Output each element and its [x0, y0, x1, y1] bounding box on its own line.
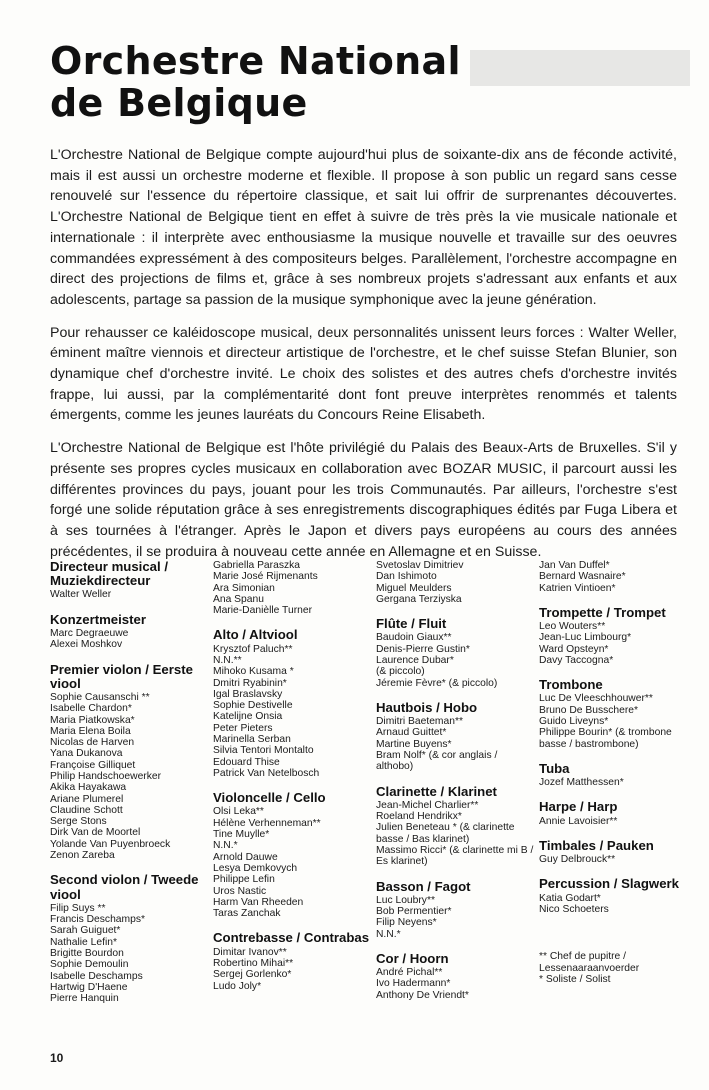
member-name: Hartwig D'Haene	[50, 981, 128, 993]
member-name: Akika Hayakawa	[50, 782, 127, 794]
member-name: Yana Dukanova	[50, 748, 123, 760]
section-timbales	[539, 839, 699, 866]
member-name: Arnold Dauwe	[213, 851, 278, 863]
faded-background-box	[470, 50, 690, 86]
member-name: Sarah Guiguet*	[50, 925, 121, 937]
section-heading: Tuba	[539, 760, 570, 776]
member-name: Sophie Causanschi **	[50, 691, 150, 703]
member-name: Igal Braslavsky	[213, 688, 283, 700]
member-name: Walter Weller	[50, 589, 112, 601]
section-heading: Timbales / Pauken	[539, 837, 654, 853]
footnote: * Soliste / Solist	[539, 973, 611, 985]
member-name: Philip Handschoewerker	[50, 770, 162, 782]
section-directeur-musical	[50, 560, 210, 601]
member-name: N.N.**	[213, 654, 242, 666]
section-heading: Directeur musical / Muziekdirecteur	[50, 559, 169, 589]
member-name: Davy Taccogna*	[539, 654, 614, 666]
footnote: ** Chef de pupitre / Lessenaaraanvoerder	[539, 951, 640, 974]
member-name: Anthony De Vriendt*	[376, 989, 469, 1001]
title-line-2: de Belgique	[50, 81, 308, 125]
roster-column-4	[539, 560, 699, 985]
section-clarinette	[376, 785, 536, 868]
section-second-violon	[50, 873, 210, 1004]
member-name: Mihoko Kusama *	[213, 666, 294, 678]
member-name: Dmitri Ryabinin*	[213, 677, 287, 689]
section-heading: Clarinette / Klarinet	[376, 783, 497, 799]
section-heading: Cor / Hoorn	[376, 950, 449, 966]
paragraph-3: L'Orchestre National de Belgique est l'hôte privilégié du Palais des Beaux-Arts de Bruxelles. S'il y présente ses propres cycles musicaux en collaboration avec BOZAR MUSIC, il parcourt aussi les différentes provinces du pays, jouant pour les trois Communautés. Par ailleurs, l'orchestre s'est forgé une solide réputation grâce à ses enregistrements discographiques édités par Fuga Libera et à ses tournées à l'étranger. Après le Japon et divers pays européens au cours des années précédentes, il se produira à nouveau cette année en Allemagne et en Suisse.	[50, 440, 677, 560]
section-heading: Second violon / Tweede viool	[50, 872, 199, 902]
member-name: Jean-Luc Limbourg*	[539, 632, 632, 644]
member-name: Denis-Pierre Gustin*	[376, 643, 470, 655]
member-name: Philippe Bourin* (& trombone basse / bastrombone)	[539, 727, 675, 750]
member-name: Ariane Plumerel	[50, 793, 124, 805]
member-name: Ivo Hadermann*	[376, 978, 451, 990]
member-name: Katrien Vintioen*	[539, 582, 616, 594]
intro-text	[50, 145, 677, 574]
footnotes	[539, 951, 699, 985]
member-name: Marc Degraeuwe	[50, 627, 129, 639]
member-name: Bram Nolf* (& cor anglais / althobo)	[376, 749, 501, 773]
section-continued	[539, 560, 699, 594]
member-name: Maria Elena Boila	[50, 725, 131, 737]
member-name: Laurence Dubar*	[376, 654, 454, 666]
roster-column-3	[376, 560, 536, 1013]
member-name: Sophie Demoulin	[50, 959, 129, 971]
member-name: Francis Deschamps*	[50, 914, 145, 926]
member-name: Guy Delbrouck**	[539, 854, 616, 866]
section-heading: Harpe / Harp	[539, 799, 618, 815]
section-violoncelle	[213, 791, 373, 919]
member-name: Taras Zanchak	[213, 908, 281, 920]
section-heading: Contrebasse / Contrabas	[213, 930, 370, 946]
member-name: Krysztof Paluch**	[213, 643, 293, 655]
member-name: Lesya Demkovych	[213, 862, 298, 874]
member-name: Bruno De Busschere*	[539, 704, 639, 716]
member-name: Jozef Matthessen*	[539, 777, 624, 789]
member-name: Olsi Leka**	[213, 806, 264, 818]
member-name: Roeland Hendrikx*	[376, 811, 462, 823]
section-flute	[376, 617, 536, 689]
roster-column-1	[50, 560, 210, 1016]
section-konzertmeister	[50, 613, 210, 651]
member-name: Robertino Mihai**	[213, 957, 294, 969]
member-name: Filip Neyens*	[376, 917, 437, 929]
section-tuba	[539, 762, 699, 789]
member-name: Brigitte Bourdon	[50, 947, 124, 959]
member-name: Patrick Van Netelbosch	[213, 767, 320, 779]
section-heading: Basson / Fagot	[376, 878, 471, 894]
member-name: Dimitri Baeteman**	[376, 716, 463, 728]
member-name: Ludo Joly*	[213, 980, 262, 992]
member-name: Luc Loubry**	[376, 894, 435, 906]
section-trompette	[539, 606, 699, 666]
member-name: Guido Liveyns*	[539, 716, 609, 728]
page-number: 10	[50, 1051, 64, 1065]
section-contrebasse	[213, 931, 373, 991]
member-name: Ward Opsteyn*	[539, 643, 609, 655]
section-heading: Flûte / Fluit	[376, 616, 447, 632]
member-name: Marinella Serban	[213, 734, 291, 746]
member-name: Arnaud Guittet*	[376, 727, 447, 739]
member-name: Jéremie Fèvre* (& piccolo)	[376, 677, 498, 689]
section-heading: Alto / Altviool	[213, 627, 298, 643]
member-name: Nathalie Lefin*	[50, 936, 117, 948]
section-heading: Premier violon / Eerste viool	[50, 661, 193, 691]
member-name: Katelijne Onsia	[213, 711, 283, 723]
section-heading: Hautbois / Hobo	[376, 699, 478, 715]
member-name: Nico Schoeters	[539, 903, 609, 915]
member-name: Annie Lavoisier**	[539, 815, 618, 827]
member-name: Tine Muylle*	[213, 829, 270, 841]
member-name: Isabelle Chardon*	[50, 703, 132, 715]
member-name: Gergana Terziyska	[376, 593, 462, 605]
roster-column-2	[213, 560, 373, 1004]
member-name: (& piccolo)	[376, 666, 425, 678]
member-name: Yolande Van Puyenbroeck	[50, 838, 171, 850]
member-name: Julien Beneteau * (& clarinette basse / Bas klarinet)	[376, 822, 518, 845]
member-name: Filip Suys **	[50, 902, 106, 914]
member-name: Françoise Gilliquet	[50, 759, 136, 771]
member-name: Martine Buyens*	[376, 738, 452, 750]
member-name: Isabelle Deschamps	[50, 970, 143, 982]
member-name: Bob Permentier*	[376, 906, 452, 918]
paragraph-1: L'Orchestre National de Belgique compte aujourd'hui plus de soixante-dix ans de féconde activité, mais il est aussi un orchestre moderne et flexible. Il propose à son public un regard sans cesse renouvelé sur l'essence du répertoire classique, et sait lui offrir de surprenantes découvertes. L'Orchestre National de Belgique tient en effet à suivre de très près la vie musicale nationale et internationale : il interprète avec enthousiasme la musique nouvelle et travaille sur des oeuvres commandées expressément à des compositeurs belges. Parallèlement, l'orchestre accompagne en direct des projections de films et, grâce à ses nombreux projets s'adressant aux enfants et aux adolescents, partage sa passion de la musique symphonique avec la jeune génération.	[50, 147, 677, 308]
member-name: Katia Godart*	[539, 892, 601, 904]
member-name: Edouard Thise	[213, 756, 280, 768]
section-hautbois	[376, 701, 536, 773]
member-name: Ana Spanu	[213, 593, 264, 605]
member-name: André Pichal**	[376, 967, 443, 979]
section-basson	[376, 880, 536, 940]
paragraph-2: Pour rehausser ce kaléidoscope musical, deux personnalités unissent leurs forces : Walter Weller, éminent maître viennois et directeur artistique de l'orchestre, et le chef suisse Stefan Blunier, son dynamique chef d'orchestre invité. Le choix des solistes et des autres chefs d'orchestre invités frappe, lui aussi, par la complémentarité dont font preuve interprètes renommés et talents émergents, comme les jeunes lauréats du Concours Reine Elisabeth.	[50, 324, 677, 424]
member-name: Serge Stons	[50, 816, 107, 828]
member-name: Dirk Van de Moortel	[50, 827, 141, 839]
member-name: Harm Van Rheeden	[213, 896, 304, 908]
member-name: Gabriella Paraszka	[213, 560, 300, 571]
title-line-1: Orchestre National	[50, 39, 461, 83]
section-continued	[376, 560, 536, 605]
member-name: Svetoslav Dimitriev	[376, 560, 464, 571]
member-name: Massimo Ricci* (& clarinette mi B / Es klarinet)	[376, 844, 537, 868]
section-trombone	[539, 678, 699, 750]
section-alto	[213, 628, 373, 779]
member-name: Alexei Moshkov	[50, 639, 123, 651]
member-name: N.N.*	[213, 840, 238, 852]
member-name: Maria Piatkowska*	[50, 714, 135, 726]
member-name: Hélène Verhenneman**	[213, 817, 321, 829]
member-name: Claudine Schott	[50, 804, 123, 816]
member-name: Nicolas de Harven	[50, 737, 135, 749]
section-heading: Trombone	[539, 677, 603, 693]
page-title	[50, 40, 461, 124]
member-name: Zenon Zareba	[50, 850, 115, 862]
member-name: Jan Van Duffel*	[539, 560, 610, 571]
section-harpe	[539, 800, 699, 827]
member-name: N.N.*	[376, 928, 401, 940]
section-heading: Trompette / Trompet	[539, 604, 666, 620]
member-name: Pierre Hanquin	[50, 993, 119, 1005]
member-name: Bernard Wasnaire*	[539, 571, 626, 583]
member-name: Sergej Gorlenko*	[213, 969, 292, 981]
member-name: Sophie Destivelle	[213, 700, 293, 712]
section-premier-violon	[50, 663, 210, 862]
member-name: Dan Ishimoto	[376, 571, 437, 583]
member-name: Marie-Danièlle Turner	[213, 605, 313, 617]
member-name: Silvia Tentori Montalto	[213, 745, 314, 757]
section-heading: Konzertmeister	[50, 611, 147, 627]
member-name: Ara Simonian	[213, 582, 275, 594]
member-name: Miguel Meulders	[376, 582, 452, 594]
section-cor	[376, 952, 536, 1001]
member-name: Jean-Michel Charlier**	[376, 799, 479, 811]
member-name: Uros Nastic	[213, 885, 267, 897]
member-name: Luc De Vleeschhouwer**	[539, 693, 653, 705]
member-name: Philippe Lefin	[213, 874, 275, 886]
member-name: Leo Wouters**	[539, 621, 606, 633]
section-heading: Violoncelle / Cello	[213, 790, 326, 806]
member-name: Peter Pieters	[213, 722, 273, 734]
section-heading: Percussion / Slagwerk	[539, 876, 679, 892]
member-name: Marie José Rijmenants	[213, 571, 318, 583]
member-name: Dimitar Ivanov**	[213, 946, 287, 958]
member-name: Baudoin Giaux**	[376, 632, 452, 644]
section-continued	[213, 560, 373, 616]
section-percussion	[539, 877, 699, 915]
